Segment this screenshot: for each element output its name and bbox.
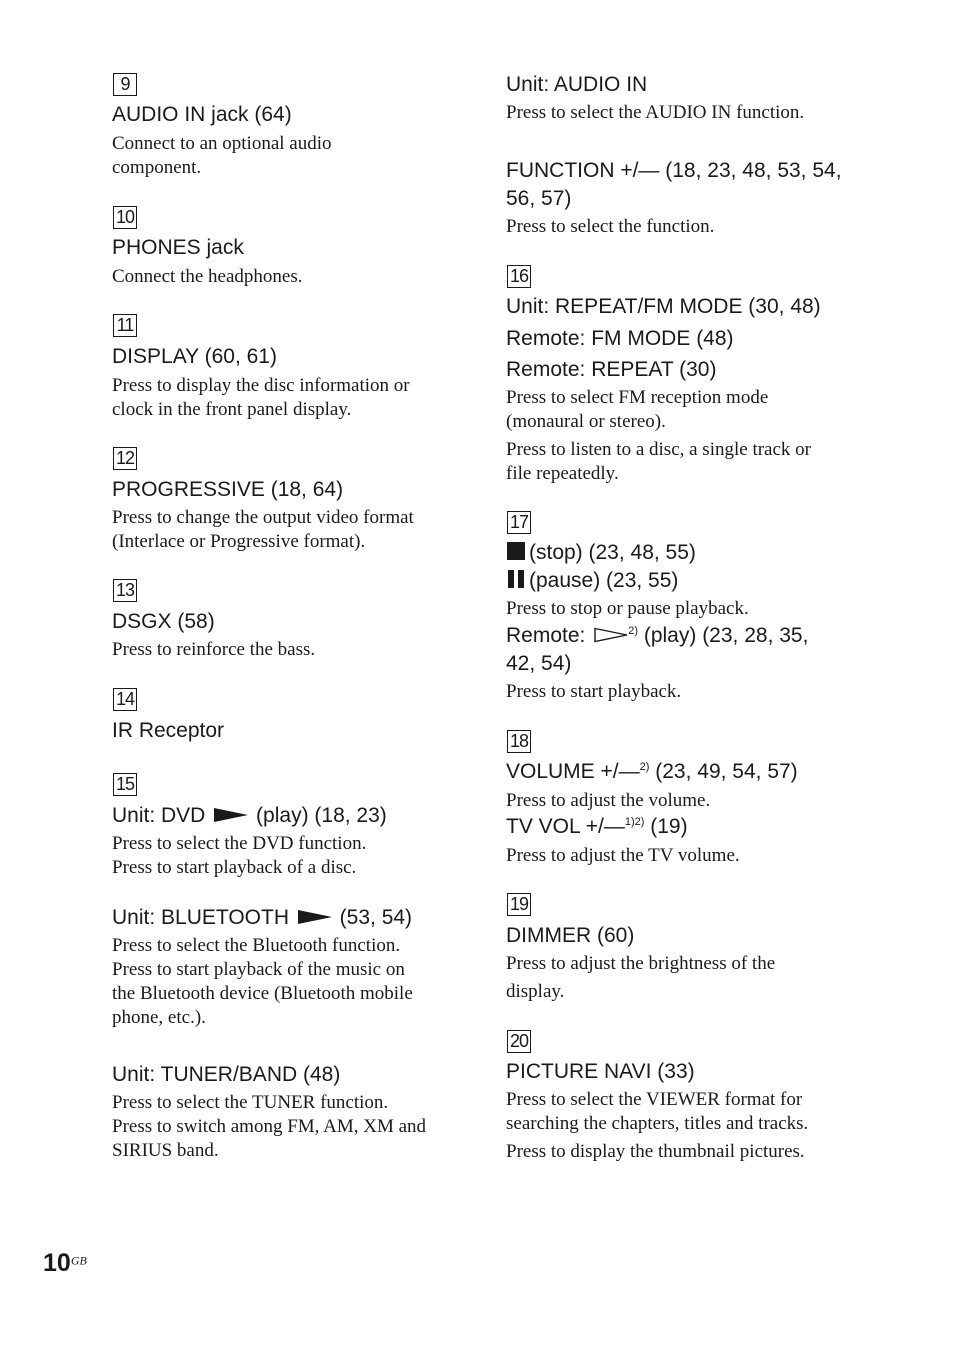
unit-bluetooth-heading — [112, 905, 412, 931]
audio-in-jack-heading: AUDIO IN jack (64) — [112, 103, 292, 126]
pause-heading — [506, 568, 678, 594]
page-number — [43, 1249, 87, 1278]
page-number-value: 10 — [43, 1249, 71, 1277]
play-icon — [298, 909, 332, 925]
dimmer-desc-1: Press to adjust the brightness of the — [506, 953, 776, 974]
function-heading-2: 56, 57) — [506, 187, 572, 210]
dsgx-heading: DSGX (58) — [112, 610, 215, 633]
display-desc-1: Press to display the disc information or — [112, 375, 410, 396]
unit-tuner-desc-1: Press to select the TUNER function. — [112, 1092, 389, 1113]
page-number-suffix: GB — [70, 1253, 87, 1268]
item-number-14: 14 — [113, 688, 137, 711]
unit-audio-in-heading: Unit: AUDIO IN — [506, 73, 648, 96]
repeat-fm-heading-1: Unit: REPEAT/FM MODE (30, 48) — [506, 295, 821, 318]
progressive-desc-1: Press to change the output video format — [112, 507, 414, 528]
picture-navi-desc-2: searching the chapters, titles and tracks. — [506, 1113, 809, 1134]
progressive-desc-2: (Interlace or Progressive format). — [112, 531, 366, 552]
unit-bluetooth-refs: (53, 54) — [339, 906, 413, 929]
item-number-11: 11 — [113, 314, 137, 337]
pause-label: (pause) (23, 55) — [529, 569, 679, 592]
item-number-13: 13 — [113, 579, 137, 602]
remote-play-footnote: 2) — [628, 625, 638, 637]
volume-refs: (23, 49, 54, 57) — [655, 760, 798, 783]
pause-icon — [507, 570, 525, 588]
unit-dvd-desc-1: Press to select the DVD function. — [112, 833, 367, 854]
unit-bluetooth-desc-2: Press to start playback of the music on — [112, 959, 405, 980]
play-outline-icon — [594, 627, 628, 643]
progressive-heading: PROGRESSIVE (18, 64) — [112, 478, 344, 501]
dimmer-desc-2: display. — [506, 981, 565, 1002]
item-number-17: 17 — [507, 511, 531, 534]
repeat-fm-desc-4: file repeatedly. — [506, 463, 619, 484]
tv-vol-desc: Press to adjust the TV volume. — [506, 845, 740, 866]
remote-play-refs: (play) (23, 28, 35, — [643, 624, 809, 647]
tv-vol-refs: (19) — [650, 815, 688, 838]
item-number-12: 12 — [113, 447, 137, 470]
remote-label: Remote: — [506, 624, 586, 647]
unit-dvd-desc-2: Press to start playback of a disc. — [112, 857, 357, 878]
play-icon — [214, 807, 248, 823]
repeat-fm-desc-1: Press to select FM reception mode — [506, 387, 769, 408]
tv-vol-heading — [506, 814, 688, 840]
stop-icon — [507, 542, 525, 560]
unit-tuner-heading: Unit: TUNER/BAND (48) — [112, 1063, 341, 1086]
item-number-16: 16 — [507, 265, 531, 288]
unit-tuner-desc-3: SIRIUS band. — [112, 1140, 219, 1161]
picture-navi-heading: PICTURE NAVI (33) — [506, 1060, 695, 1083]
repeat-fm-desc-2: (monaural or stereo). — [506, 411, 666, 432]
unit-dvd-heading — [112, 803, 387, 829]
unit-audio-in-desc: Press to select the AUDIO IN function. — [506, 102, 805, 123]
unit-bluetooth-desc-3: the Bluetooth device (Bluetooth mobile — [112, 983, 413, 1004]
stop-pause-desc: Press to stop or pause playback. — [506, 598, 749, 619]
dimmer-heading: DIMMER (60) — [506, 924, 635, 947]
unit-dvd-label: Unit: DVD — [112, 804, 206, 827]
volume-footnote: 2) — [639, 761, 650, 773]
remote-play-heading-2: 42, 54) — [506, 652, 572, 675]
stop-heading — [506, 540, 696, 566]
display-desc-2: clock in the front panel display. — [112, 399, 352, 420]
repeat-fm-heading-2: Remote: FM MODE (48) — [506, 327, 734, 350]
stop-label: (stop) (23, 48, 55) — [529, 541, 696, 564]
function-heading-1: FUNCTION +/— (18, 23, 48, 53, 54, — [506, 159, 842, 182]
tv-vol-label: TV VOL +/— — [506, 815, 625, 838]
unit-tuner-desc-2: Press to switch among FM, AM, XM and — [112, 1116, 427, 1137]
item-number-9: 9 — [113, 73, 137, 96]
phones-jack-desc: Connect the headphones. — [112, 266, 303, 287]
ir-receptor-heading: IR Receptor — [112, 719, 225, 742]
unit-bluetooth-desc-1: Press to select the Bluetooth function. — [112, 935, 401, 956]
function-desc: Press to select the function. — [506, 216, 715, 237]
item-number-10: 10 — [113, 206, 137, 229]
repeat-fm-heading-3: Remote: REPEAT (30) — [506, 358, 717, 381]
item-number-19: 19 — [507, 893, 531, 916]
unit-dvd-refs: (play) (18, 23) — [256, 804, 387, 827]
volume-desc: Press to adjust the volume. — [506, 790, 711, 811]
item-number-18: 18 — [507, 730, 531, 753]
tv-vol-footnote: 1)2) — [624, 816, 645, 828]
dsgx-desc: Press to reinforce the bass. — [112, 639, 316, 660]
unit-bluetooth-label: Unit: BLUETOOTH — [112, 906, 289, 929]
item-number-20: 20 — [507, 1030, 531, 1053]
phones-jack-heading: PHONES jack — [112, 236, 244, 259]
volume-heading — [506, 759, 798, 785]
volume-label: VOLUME +/— — [506, 760, 640, 783]
repeat-fm-desc-3: Press to listen to a disc, a single track or — [506, 439, 811, 460]
item-number-15: 15 — [113, 773, 137, 796]
remote-play-desc: Press to start playback. — [506, 681, 682, 702]
picture-navi-desc-1: Press to select the VIEWER format for — [506, 1089, 803, 1110]
unit-bluetooth-desc-4: phone, etc.). — [112, 1007, 206, 1028]
picture-navi-desc-3: Press to display the thumbnail pictures. — [506, 1141, 805, 1162]
audio-in-jack-desc-1: Connect to an optional audio — [112, 133, 332, 154]
display-heading: DISPLAY (60, 61) — [112, 345, 277, 368]
audio-in-jack-desc-2: component. — [112, 157, 202, 178]
remote-play-heading — [506, 623, 808, 649]
